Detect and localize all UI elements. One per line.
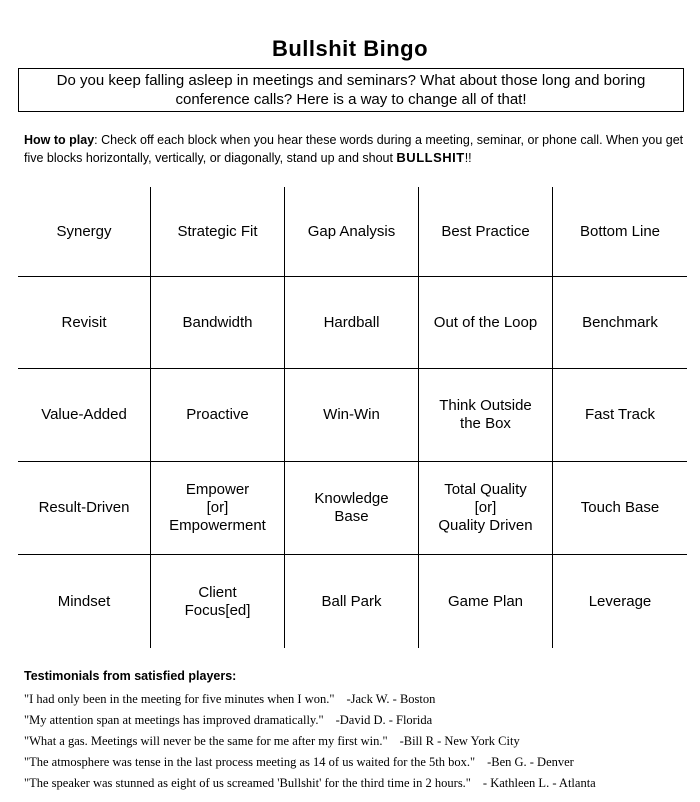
bingo-cell[interactable]: Bandwidth	[151, 277, 285, 369]
bingo-cell[interactable]: Strategic Fit	[151, 187, 285, 277]
bingo-cell[interactable]: Empower [or] Empowerment	[151, 462, 285, 555]
testimonial: "The speaker was stunned as eight of us screamed 'Bullshit' for the third time in 2 hours." - Kathleen L. - Atlanta	[24, 776, 596, 790]
bingo-cell[interactable]: Knowledge Base	[285, 462, 419, 555]
bingo-cell[interactable]: Win-Win	[285, 369, 419, 462]
testimonial: "My attention span at meetings has improved dramatically." -David D. - Florida	[24, 713, 433, 727]
bingo-cell[interactable]: Result-Driven	[18, 462, 151, 555]
testimonials-list	[24, 691, 694, 796]
bingo-cell[interactable]: Game Plan	[419, 555, 553, 648]
testimonial: "What a gas. Meetings will never be the same for me after my first win." -Bill R - New York City	[24, 734, 520, 748]
bingo-cell[interactable]: Fast Track	[553, 369, 687, 462]
bingo-cell[interactable]: Ball Park	[285, 555, 419, 648]
testimonial: "I had only been in the meeting for five minutes when I won." -Jack W. - Boston	[24, 692, 436, 706]
intro-box: Do you keep falling asleep in meetings and seminars? What about those long and boring conference calls? Here is a way to change all of that!	[18, 68, 684, 112]
bingo-cell[interactable]: Total Quality [or] Quality Driven	[419, 462, 553, 555]
bingo-cell[interactable]: Synergy	[18, 187, 151, 277]
testimonial: "The atmosphere was tense in the last process meeting as 14 of us waited for the 5th box." -Ben G. - Denver	[24, 755, 574, 769]
shout-word: BULLSHIT	[396, 150, 465, 165]
bingo-cell[interactable]: Touch Base	[553, 462, 687, 555]
bingo-cell[interactable]: Revisit	[18, 277, 151, 369]
how-to-play-label: How to play	[24, 133, 95, 147]
bingo-cell[interactable]: Client Focus[ed]	[151, 555, 285, 648]
bingo-cell[interactable]: Bottom Line	[553, 187, 687, 277]
bingo-cell[interactable]: Out of the Loop	[419, 277, 553, 369]
bingo-cell[interactable]: Hardball	[285, 277, 419, 369]
bingo-cell[interactable]: Benchmark	[553, 277, 687, 369]
bingo-cell[interactable]: Leverage	[588, 592, 652, 610]
bingo-cell[interactable]: Gap Analysis	[285, 187, 419, 277]
bingo-cell[interactable]: Value-Added	[18, 369, 151, 462]
how-to-play-end: !!	[464, 151, 472, 165]
bingo-cell[interactable]: Think Outside the Box	[419, 369, 553, 462]
bingo-cell[interactable]: Proactive	[151, 369, 285, 462]
page-title: Bullshit Bingo	[271, 36, 429, 61]
how-to-play	[24, 131, 684, 167]
how-to-play-text: : Check off each block when you hear these words during a meeting, seminar, or phone call. When you get five blocks horizontally, vertically, or diagonally, stand up and shout	[24, 133, 684, 165]
bingo-cell[interactable]: Mindset	[18, 555, 151, 648]
bingo-grid	[18, 187, 687, 648]
testimonials-title: Testimonials from satisfied players:	[24, 669, 237, 683]
bingo-cell[interactable]: Best Practice	[419, 187, 553, 277]
